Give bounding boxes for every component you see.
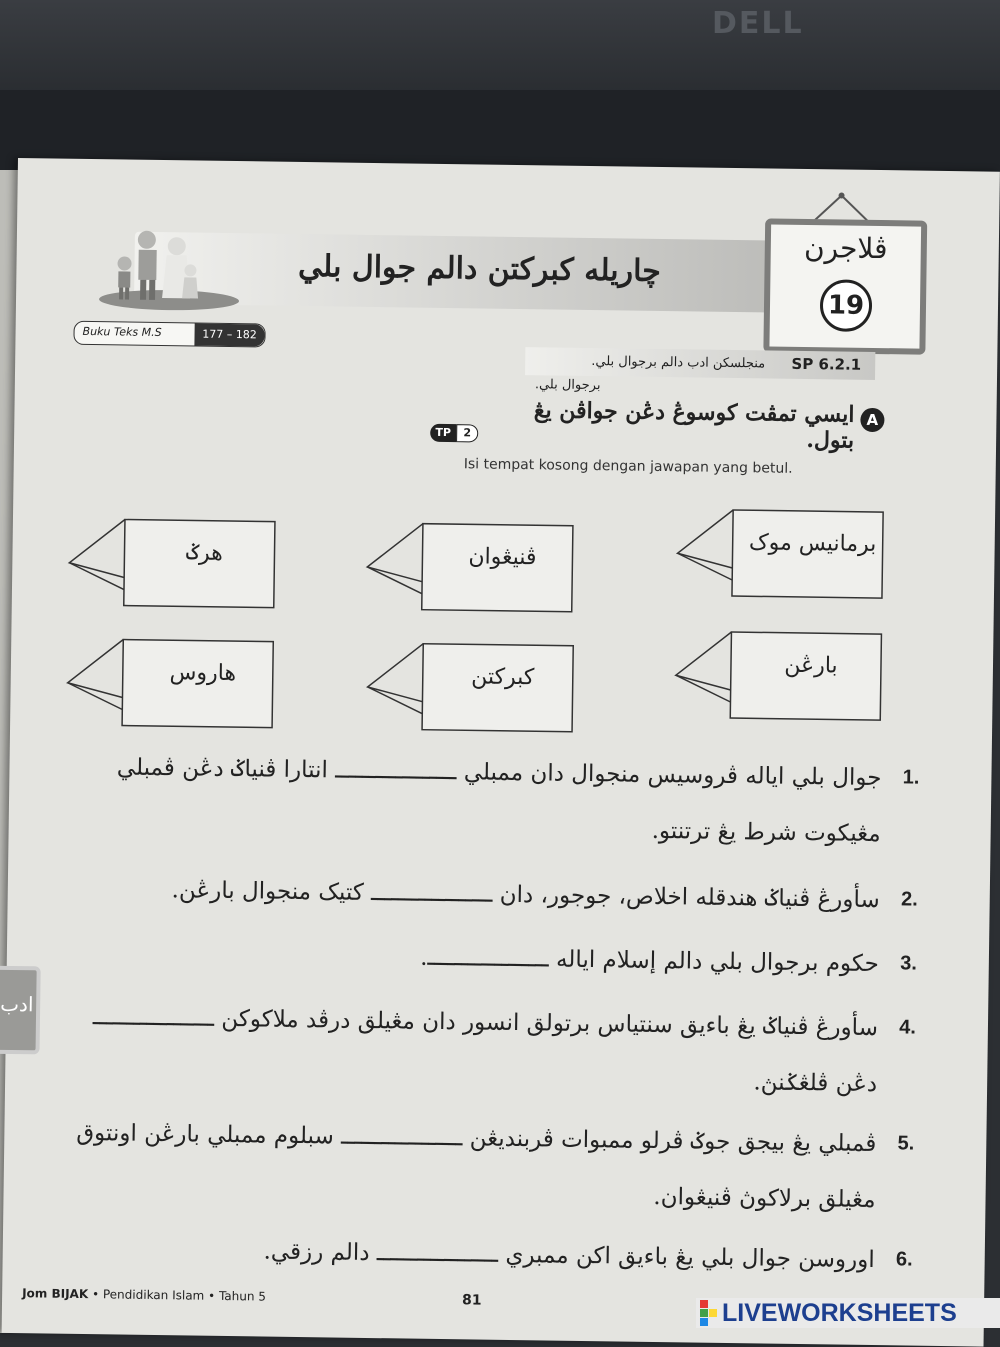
- word-card[interactable]: [64, 517, 280, 610]
- page-number: 81: [461, 1292, 482, 1309]
- question-6: [14, 1220, 875, 1288]
- liveworksheets-icon: [700, 1300, 718, 1326]
- footer-subject: • Pendidikan Islam • Tahun 5: [91, 1287, 267, 1304]
- question-line: مڠيلق برلاکوڽ ڤنيڠوان.: [653, 1183, 876, 1214]
- textbook-pages: 177 – 182: [194, 323, 264, 346]
- standard-description-line2: برجوال بلي.: [534, 377, 601, 394]
- question-number: 4.: [899, 1016, 917, 1039]
- question-number: 6.: [895, 1248, 913, 1271]
- question-5: [15, 1104, 876, 1228]
- card-word: کبرکتن: [471, 664, 535, 691]
- question-number: 2.: [900, 888, 918, 911]
- lesson-title: چاريله کبرکتن دالم جوال بلي: [297, 248, 662, 289]
- card-word: هرݢ: [186, 540, 223, 566]
- question-line: حکوم برجوال بلي دالم إسلام اياله ــــــــــــــــــ.: [419, 944, 880, 978]
- card-word: بارڠن: [784, 652, 838, 679]
- card-word: ڤنيڠوان: [468, 544, 537, 571]
- textbook-label: Buku Teks M.S: [82, 324, 162, 340]
- question-1: [20, 738, 881, 862]
- tp-level: 2: [456, 424, 478, 442]
- question-number: 3.: [899, 952, 917, 975]
- card-word: برمانيس موک: [748, 530, 877, 558]
- section-a-instruction-rumi: Isi tempat kosong dengan jawapan yang betul.: [463, 456, 793, 477]
- liveworksheets-watermark: [696, 1298, 1000, 1328]
- footer-series: [22, 1286, 266, 1303]
- question-line: مڠيکوت شرط يڠ ترتنتو.: [651, 817, 881, 848]
- lesson-number: 19: [820, 279, 873, 332]
- standard-bar: [525, 347, 875, 380]
- question-number: 5.: [897, 1132, 915, 1155]
- family-illustration: [94, 221, 245, 313]
- question-4: [17, 988, 878, 1112]
- tp-label: TP: [430, 424, 456, 442]
- question-line: سأورڠ ڤنياݢ يڠ باءيق سنتياس برتولق انسور دان مڠيلق درڤد ملاکوکن ــــــــــــــــــ: [92, 1004, 879, 1042]
- laptop-brand-logo: DELL: [712, 6, 804, 41]
- question-number: 1.: [902, 766, 920, 789]
- textbook-reference: [73, 321, 265, 348]
- word-card[interactable]: [62, 637, 278, 730]
- word-card[interactable]: [670, 629, 886, 722]
- tp-badge: [430, 424, 482, 443]
- footer-brand: Jom BIJAK: [22, 1286, 89, 1302]
- word-card[interactable]: [362, 641, 578, 734]
- lesson-number-board: [763, 218, 927, 354]
- question-line: دڠن ڤلڠݢنڽ.: [753, 1069, 878, 1098]
- lesson-label: ڤلاجرن: [803, 230, 888, 266]
- question-line: اوروسن جوال بلي يڠ باءيق اکن ممبري ــــــــــــــــــ دالم رزقي.: [263, 1238, 875, 1274]
- question-line: ڤمبلي يڠ بيجق جوݢ ڤرلو ممبوات ڤربنديڠن ــــــــــــــــــ سبلوم ممبلي بارڠن اونتوق: [76, 1119, 877, 1158]
- question-2: [19, 860, 880, 928]
- side-tab-label: ادب: [0, 991, 34, 1017]
- side-tab: [0, 966, 41, 1055]
- worksheet-page: [2, 158, 1000, 1347]
- standard-description: منجلسکن ادب دالم برجوال بلي.: [591, 354, 766, 372]
- word-card[interactable]: [672, 507, 888, 600]
- card-word: هاروس: [169, 660, 237, 687]
- section-a-badge: A: [860, 408, 884, 432]
- standard-code: SP 6.2.1: [791, 354, 862, 374]
- word-card[interactable]: [362, 521, 578, 614]
- question-line: جوال بلي اياله ڤروسيس منجوال دان ممبلي ــــــــــــــــــ انتارا ڤنياݢ دڠن ڤمبلي: [116, 754, 882, 792]
- lesson-banner: [74, 221, 945, 323]
- liveworksheets-text: LIVEWORKSHEETS: [722, 1299, 957, 1327]
- question-line: سأورڠ ڤنياݢ هندقله اخلاص، جوجور، دان ــــــــــــــــــ کتيک منجوال بارڠن.: [171, 877, 880, 914]
- question-3: [19, 924, 880, 992]
- section-a-instruction-jawi: ايسي تمڤت کوسوڠ دڠن جواڤن يڠ بتول.: [533, 397, 855, 454]
